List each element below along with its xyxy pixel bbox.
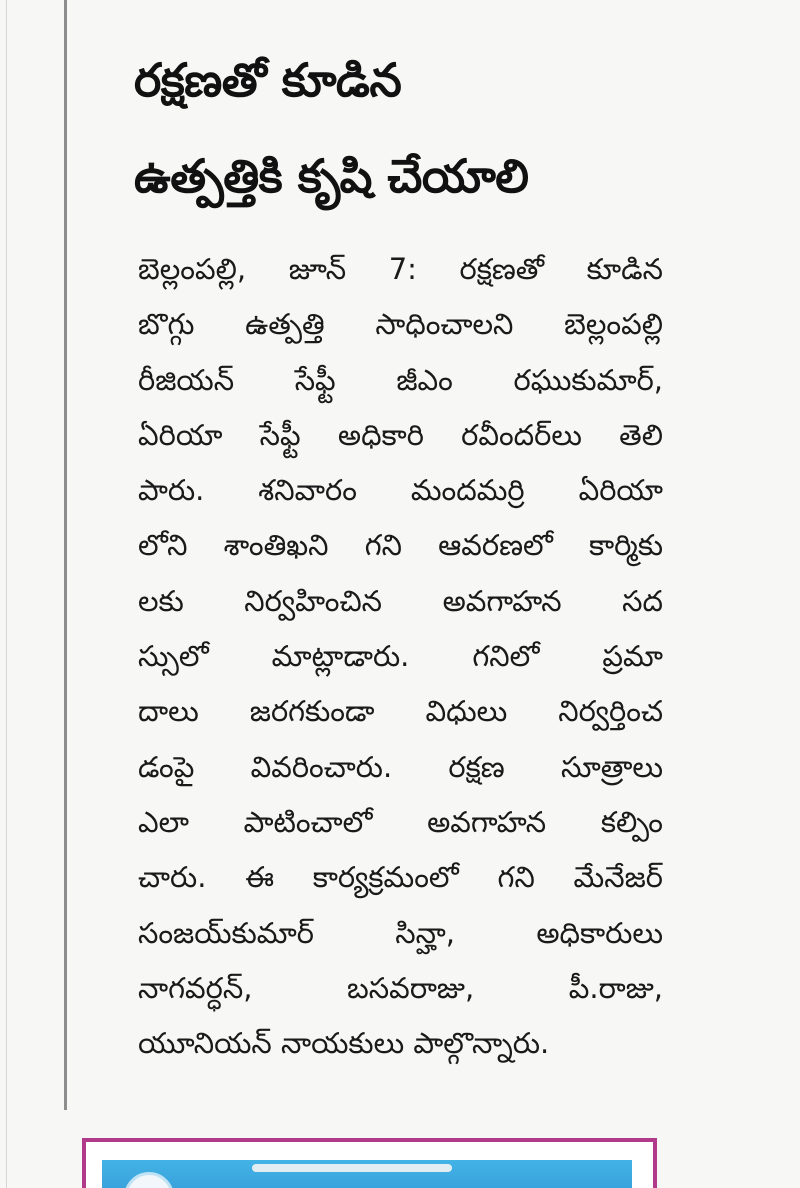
- article-body: [138, 242, 663, 1071]
- body-line: పారు. శనివారం మందమర్రి ఏరియా: [138, 473, 663, 508]
- body-line: సంజయ్‌కుమార్ సిన్హా, అధికారులు: [138, 915, 663, 950]
- advertisement-frame: [82, 1138, 657, 1188]
- logo-icon: [124, 1172, 174, 1188]
- column-divider: [64, 0, 67, 1110]
- body-line: ఏరియా సేఫ్టీ అధికారి రవీందర్‌లు తెలి: [138, 417, 663, 452]
- body-line: లోని శాంతిఖని గని ఆవరణలో కార్మికు: [138, 528, 663, 563]
- body-line: నాగవర్ధన్, బసవరాజు, పీ.రాజు,: [138, 970, 663, 1005]
- headline-line-1: రక్షణతో కూడిన: [134, 53, 402, 107]
- body-line: లకు నిర్వహించిన అవగాహన సద: [138, 583, 663, 618]
- body-line: రీజియన్ సేఫ్టీ జీఎం రఘుకుమార్,: [138, 362, 663, 397]
- body-line: బొగ్గు ఉత్పత్తి సాధించాలని బెల్లంపల్లి: [138, 307, 663, 342]
- body-line: బెల్లంపల్లి, జూన్ 7: రక్షణతో కూడిన: [138, 252, 663, 286]
- banner-stripe: [252, 1164, 452, 1172]
- body-line: చారు. ఈ కార్యక్రమంలో గని మేనేజర్: [138, 860, 663, 895]
- body-line: దాలు జరగకుండా విధులు నిర్వర్తించ: [138, 694, 663, 729]
- body-line: యూనియన్ నాయకులు పాల్గొన్నారు.: [138, 1026, 550, 1061]
- headline-line-2: ఉత్పత్తికి కృషి చేయాలి: [134, 149, 529, 203]
- page-edge: [6, 0, 7, 1188]
- body-line: స్సులో మాట్లాడారు. గనిలో ప్రమా: [138, 639, 663, 674]
- body-line: ఎలా పాటించాలో అవగాహన కల్పిం: [138, 804, 663, 839]
- article-headline: [134, 32, 674, 224]
- advertisement-banner: [102, 1160, 632, 1188]
- body-line: డంపై వివరించారు. రక్షణ సూత్రాలు: [138, 749, 663, 784]
